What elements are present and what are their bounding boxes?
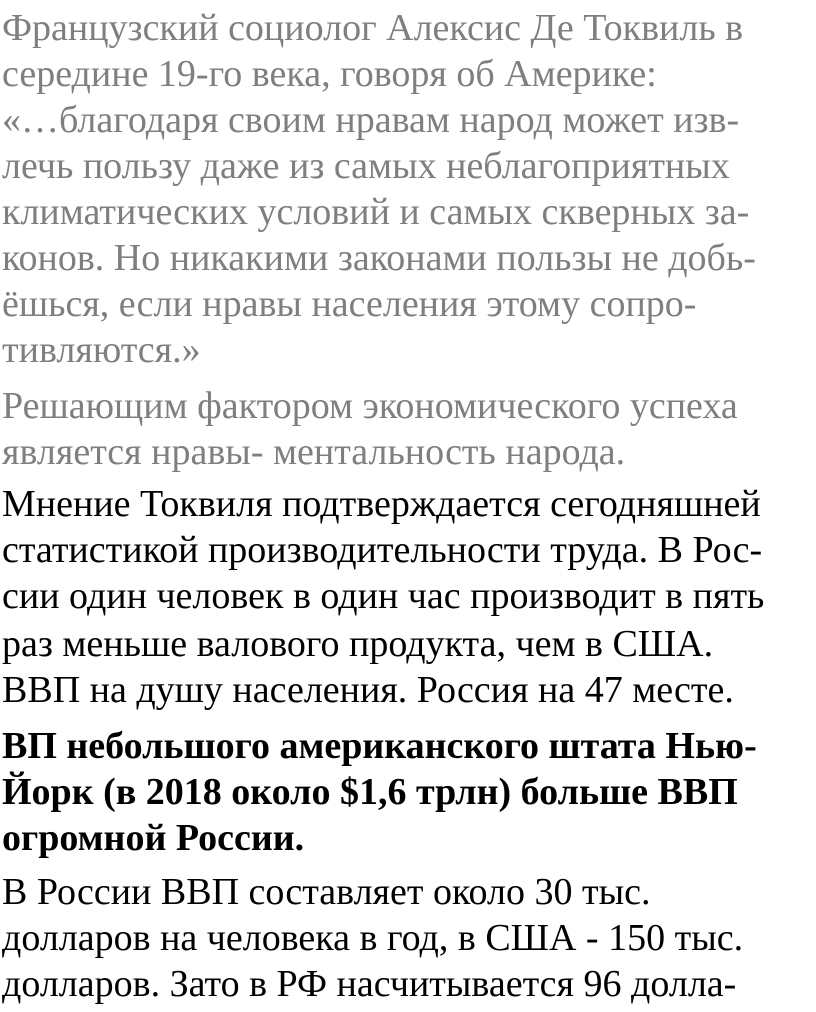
mentality-statement-line-2: является нравы- ментальность народа. <box>2 431 626 473</box>
mentality-statement-line-1: Решающим фактором экономического успеха <box>2 385 738 427</box>
gdp-per-capita-line-2: долларов на человека в год, в США - 150 тыс. <box>2 917 744 959</box>
tocqueville-quote-line-7: ёшься, если нравы населения этому сопро- <box>2 283 697 325</box>
tocqueville-quote-line-3: «…благодаря своим нравам народ может изв- <box>2 99 740 141</box>
tocqueville-quote-line-2: середине 19-го века, говоря об Америке: <box>2 53 657 95</box>
new-york-gdp-line-1: ВП небольшого американского штата Нью- <box>2 725 757 767</box>
tocqueville-quote-line-8: тивляются.» <box>2 329 201 371</box>
productivity-paragraph-line-2: статистикой производительности труда. В Рос- <box>2 529 763 571</box>
new-york-gdp-line-2: Йорк (в 2018 около $1,6 трлн) больше ВВП <box>2 771 738 813</box>
gdp-per-capita-line-3: долларов. Зато в РФ насчитывается 96 долла- <box>2 963 737 1005</box>
productivity-paragraph-line-5: ВВП на душу населения. Россия на 47 месте. <box>2 669 734 711</box>
tocqueville-quote-line-6: конов. Но никакими законами пользы не добь- <box>2 237 756 279</box>
new-york-gdp-line-3: огромной России. <box>2 817 305 859</box>
productivity-paragraph-line-1: Мнение Токвиля подтверждается сегодняшней <box>2 483 761 525</box>
tocqueville-quote-line-1: Французский социолог Алексис Де Токвиль в <box>2 7 744 49</box>
tocqueville-quote-line-5: климатических условий и самых скверных за- <box>2 191 750 233</box>
productivity-paragraph-line-4: раз меньше валового продукта, чем в США. <box>2 623 714 665</box>
productivity-paragraph-line-3: сии один человек в один час производит в пять <box>2 575 765 617</box>
gdp-per-capita-line-1: В России ВВП составляет около 30 тыс. <box>2 871 651 913</box>
tocqueville-quote-line-4: лечь пользу даже из самых неблагоприятных <box>2 145 730 187</box>
